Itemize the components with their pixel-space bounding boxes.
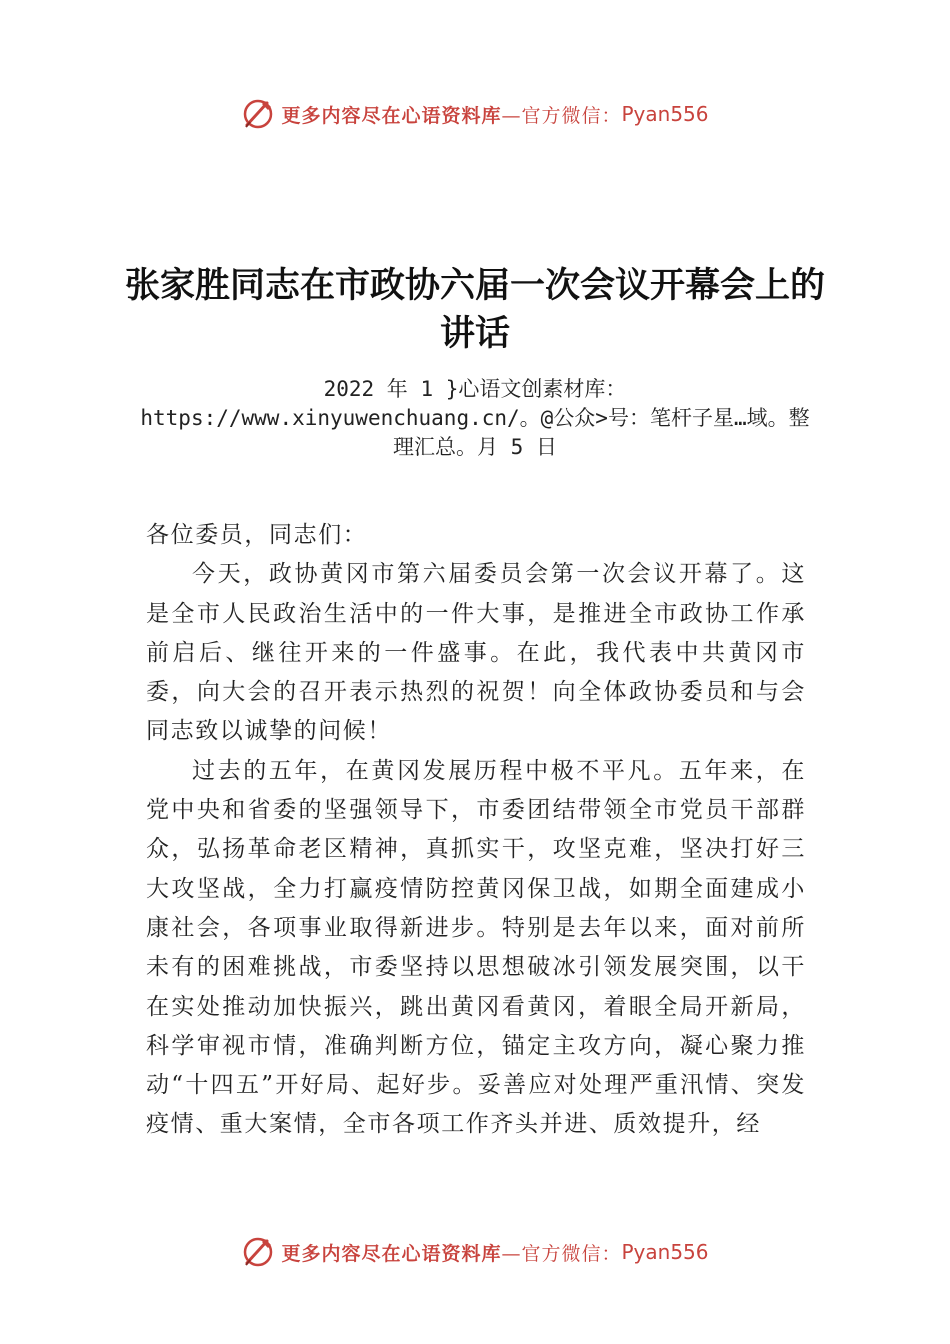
header-banner xyxy=(0,94,950,134)
body-paragraph: 过去的五年，在黄冈发展历程中极不平凡。五年来，在党中央和省委的坚强领导下，市委团结带领全市党员干部群众，弘扬革命老区精神，真抓实干，攻坚克难，坚决打好三大攻坚战，全力打赢疫情防控黄冈保卫战，如期全面建成小康社会，各项事业取得新进步。特别是去年以来，面对前所未有的困难挑战，市委坚持以思想破冰引领发展突围，以干在实处推动加快振兴，跳出黄冈看黄冈，着眼全局开新局，科学审视市情，准确判断方位，锚定主攻方向，凝心聚力推动“十四五”开好局、起好步。妥善应对处理严重汛情、突发疫情、重大案情，全市各项工作齐头并进、质效提升，经 xyxy=(146,757,806,1138)
banner-wechat-id: Pyan556 xyxy=(621,102,709,126)
banner-brand-text: 更多内容尽在心语资料库 xyxy=(281,1242,502,1265)
salutation: 各位委员，同志们： xyxy=(146,522,368,548)
document-body xyxy=(146,516,806,1145)
banner-wechat-id: Pyan556 xyxy=(621,1240,709,1264)
footer-banner xyxy=(0,1232,950,1272)
banner-contact-text: —官方微信： xyxy=(501,104,622,127)
banner-contact-text: —官方微信： xyxy=(501,1242,622,1265)
body-paragraph: 今天，政协黄冈市第六届委员会第一次会议开幕了。这是全市人民政治生活中的一件大事，是推进全市政协工作承前启后、继往开来的一件盛事。在此，我代表中共黄冈市委，向大会的召开表示热烈的祝贺！向全体政协委员和与会同志致以诚挚的问候！ xyxy=(146,561,806,745)
banner-brand-text: 更多内容尽在心语资料库 xyxy=(281,104,502,127)
document-meta-line: 2022 年 1 }心语文创素材库：https://www.xinyuwenchuang.cn/。@公众>号：笔杆子星…域。整理汇总。月 5 日 xyxy=(140,377,810,459)
document-title: 张家胜同志在市政协六届一次会议开幕会上的讲话 xyxy=(124,266,825,354)
pen-circle-logo-icon xyxy=(241,97,275,131)
pen-circle-logo-icon xyxy=(241,1235,275,1269)
